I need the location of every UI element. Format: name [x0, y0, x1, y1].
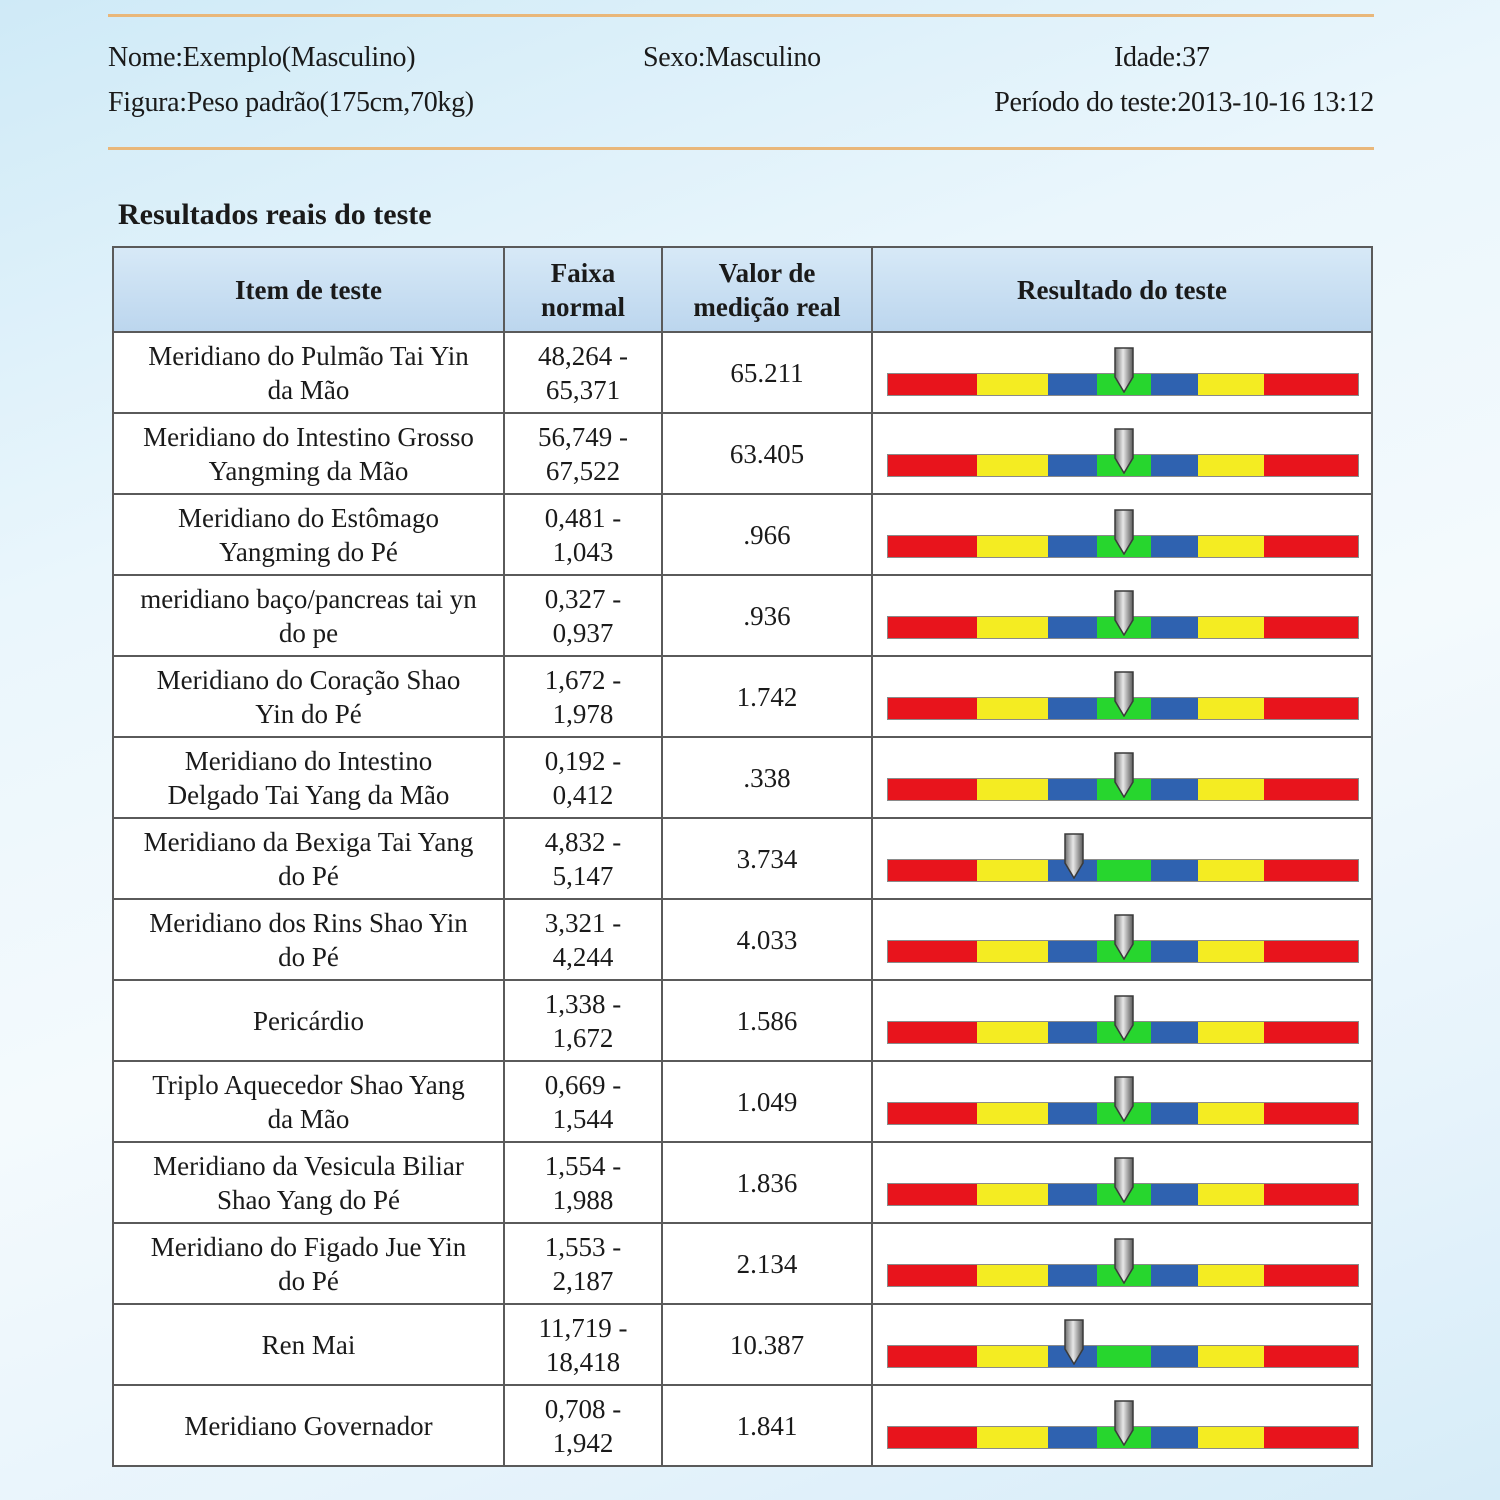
- item-line: Ren Mai: [261, 1329, 356, 1360]
- item-line: da Mão: [267, 374, 350, 405]
- item-line: Meridiano do Estômago: [178, 502, 439, 533]
- cell-result: [872, 656, 1372, 737]
- range-line: 0,327 -: [544, 583, 622, 614]
- cell-item: [113, 1142, 504, 1223]
- table-row: [113, 494, 1372, 575]
- range-line: 1,043: [552, 536, 614, 567]
- item-line: Meridiano dos Rins Shao Yin: [149, 907, 468, 938]
- table-row: [113, 1061, 1372, 1142]
- gauge-segment: [888, 455, 977, 476]
- patient-name: Nome:Exemplo(Masculino): [108, 42, 416, 73]
- header-range-line2: normal: [541, 291, 625, 322]
- gauge-segment: [1097, 860, 1151, 881]
- gauge-segment: [977, 698, 1048, 719]
- cell-value: .338: [662, 737, 872, 818]
- gauge-segment: [1151, 374, 1198, 395]
- table-row: [113, 818, 1372, 899]
- cell-range: [504, 656, 662, 737]
- table-row: [113, 1142, 1372, 1223]
- gauge-segment: [977, 536, 1048, 557]
- gauge-segment: [1198, 617, 1264, 638]
- gauge-segment: [1264, 860, 1358, 881]
- cell-range: [504, 1223, 662, 1304]
- gauge-segment: [977, 860, 1048, 881]
- gauge-segment: [1048, 455, 1097, 476]
- gauge-segment: [1264, 1022, 1358, 1043]
- pointer-icon: [1113, 1238, 1135, 1284]
- cell-value: 1.836: [662, 1142, 872, 1223]
- cell-result: [872, 1223, 1372, 1304]
- gauge-segment: [1264, 779, 1358, 800]
- cell-result: [872, 1304, 1372, 1385]
- gauge-segment: [977, 1265, 1048, 1286]
- cell-range: [504, 575, 662, 656]
- pointer-icon: [1113, 428, 1135, 474]
- table-row: [113, 1385, 1372, 1466]
- gauge-segment: [888, 1427, 977, 1448]
- range-line: 1,978: [552, 698, 614, 729]
- cell-result: [872, 899, 1372, 980]
- table-row: [113, 1304, 1372, 1385]
- gauge-segment: [977, 617, 1048, 638]
- item-line: Yangming da Mão: [208, 455, 409, 486]
- gauge-segment: [1097, 1346, 1151, 1367]
- cell-result: [872, 332, 1372, 413]
- cell-value: 10.387: [662, 1304, 872, 1385]
- cell-result: [872, 413, 1372, 494]
- gauge-segment: [1198, 1265, 1264, 1286]
- result-gauge: [887, 859, 1359, 882]
- range-line: 1,553 -: [544, 1231, 622, 1262]
- cell-range: [504, 494, 662, 575]
- cell-value: .936: [662, 575, 872, 656]
- gauge-segment: [1048, 1427, 1097, 1448]
- cell-result: [872, 818, 1372, 899]
- table-row: [113, 1223, 1372, 1304]
- gauge-segment: [1198, 455, 1264, 476]
- item-line: Meridiano Governador: [184, 1410, 433, 1441]
- gauge-segment: [1048, 698, 1097, 719]
- gauge-segment: [1198, 698, 1264, 719]
- gauge-segment: [1048, 1022, 1097, 1043]
- cell-item: [113, 494, 504, 575]
- gauge-segment: [1151, 698, 1198, 719]
- gauge-segment: [977, 1184, 1048, 1205]
- header-range-line1: Faixa: [550, 257, 616, 288]
- range-line: 0,192 -: [544, 745, 622, 776]
- range-line: 4,832 -: [544, 826, 622, 857]
- pointer-icon: [1063, 833, 1085, 879]
- item-line: do Pé: [278, 1265, 339, 1296]
- gauge-segment: [1048, 941, 1097, 962]
- cell-result: [872, 1385, 1372, 1466]
- cell-item: [113, 737, 504, 818]
- cell-range: [504, 1142, 662, 1223]
- results-table: [112, 246, 1373, 1467]
- gauge-segment: [888, 698, 977, 719]
- item-line: Meridiano do Pulmão Tai Yin: [148, 340, 469, 371]
- header-result: Resultado do teste: [872, 247, 1372, 332]
- pointer-icon: [1113, 509, 1135, 555]
- range-line: 11,719 -: [538, 1312, 628, 1343]
- gauge-segment: [1151, 1265, 1198, 1286]
- gauge-segment: [1264, 455, 1358, 476]
- gauge-segment: [977, 1022, 1048, 1043]
- range-line: 67,522: [545, 455, 621, 486]
- cell-range: [504, 818, 662, 899]
- range-line: 2,187: [552, 1265, 614, 1296]
- gauge-segment: [1048, 1103, 1097, 1124]
- item-line: da Mão: [267, 1103, 350, 1134]
- range-line: 1,988: [552, 1184, 614, 1215]
- cell-result: [872, 1061, 1372, 1142]
- cell-value: .966: [662, 494, 872, 575]
- cell-range: [504, 899, 662, 980]
- cell-value: 1.742: [662, 656, 872, 737]
- cell-value: 1.841: [662, 1385, 872, 1466]
- range-line: 65,371: [545, 374, 621, 405]
- cell-result: [872, 494, 1372, 575]
- pointer-icon: [1113, 1400, 1135, 1446]
- gauge-segment: [1151, 617, 1198, 638]
- cell-item: [113, 575, 504, 656]
- range-line: 0,708 -: [544, 1393, 622, 1424]
- test-period: Período do teste:2013-10-16 13:12: [994, 87, 1374, 118]
- header-value-line2: medição real: [693, 291, 841, 322]
- gauge-segment: [1198, 1427, 1264, 1448]
- item-line: meridiano baço/pancreas tai yn: [140, 583, 477, 614]
- gauge-segment: [977, 455, 1048, 476]
- gauge-segment: [888, 779, 977, 800]
- gauge-segment: [888, 1022, 977, 1043]
- item-line: Pericárdio: [253, 1005, 364, 1036]
- cell-result: [872, 575, 1372, 656]
- cell-value: 1.049: [662, 1061, 872, 1142]
- gauge-segment: [888, 1103, 977, 1124]
- gauge-segment: [977, 1427, 1048, 1448]
- cell-result: [872, 737, 1372, 818]
- cell-item: [113, 656, 504, 737]
- header-value: [662, 247, 872, 332]
- gauge-segment: [1264, 1103, 1358, 1124]
- gauge-segment: [888, 860, 977, 881]
- result-gauge: [887, 1345, 1359, 1368]
- item-line: Yin do Pé: [255, 698, 362, 729]
- pointer-icon: [1113, 347, 1135, 393]
- gauge-segment: [1151, 941, 1198, 962]
- gauge-segment: [1048, 374, 1097, 395]
- cell-value: 4.033: [662, 899, 872, 980]
- gauge-segment: [1264, 1184, 1358, 1205]
- header-value-line1: Valor de: [718, 257, 816, 288]
- gauge-segment: [1151, 1022, 1198, 1043]
- gauge-segment: [888, 536, 977, 557]
- gauge-segment: [888, 1265, 977, 1286]
- table-row: [113, 899, 1372, 980]
- gauge-segment: [1198, 779, 1264, 800]
- gauge-segment: [1048, 617, 1097, 638]
- pointer-icon: [1113, 1076, 1135, 1122]
- cell-range: [504, 1304, 662, 1385]
- cell-item: [113, 1385, 504, 1466]
- gauge-segment: [1198, 1022, 1264, 1043]
- item-line: Meridiano do Intestino Grosso: [143, 421, 474, 452]
- gauge-segment: [888, 1346, 977, 1367]
- range-line: 56,749 -: [538, 421, 628, 452]
- gauge-segment: [977, 1346, 1048, 1367]
- gauge-segment: [1264, 374, 1358, 395]
- pointer-icon: [1063, 1319, 1085, 1365]
- gauge-segment: [1151, 1346, 1198, 1367]
- gauge-segment: [977, 941, 1048, 962]
- gauge-segment: [1264, 1346, 1358, 1367]
- cell-result: [872, 980, 1372, 1061]
- cell-value: 2.134: [662, 1223, 872, 1304]
- gauge-segment: [1264, 1265, 1358, 1286]
- cell-result: [872, 1142, 1372, 1223]
- table-row: [113, 575, 1372, 656]
- pointer-icon: [1113, 752, 1135, 798]
- table-row: [113, 656, 1372, 737]
- range-line: 1,544: [552, 1103, 614, 1134]
- item-line: Triplo Aquecedor Shao Yang: [152, 1069, 465, 1100]
- gauge-segment: [888, 941, 977, 962]
- cell-range: [504, 980, 662, 1061]
- cell-item: [113, 413, 504, 494]
- range-line: 1,942: [552, 1427, 614, 1458]
- gauge-segment: [1264, 941, 1358, 962]
- item-line: Meridiano da Vesicula Biliar: [153, 1150, 464, 1181]
- gauge-segment: [1198, 941, 1264, 962]
- range-line: 0,412: [552, 779, 614, 810]
- gauge-segment: [1151, 536, 1198, 557]
- gauge-segment: [1151, 1427, 1198, 1448]
- cell-item: [113, 332, 504, 413]
- cell-range: [504, 413, 662, 494]
- range-line: 0,937: [552, 617, 614, 648]
- range-line: 0,481 -: [544, 502, 622, 533]
- range-line: 1,672 -: [544, 664, 622, 695]
- table-row: [113, 980, 1372, 1061]
- patient-figure: Figura:Peso padrão(175cm,70kg): [108, 87, 474, 118]
- item-line: do pe: [278, 617, 339, 648]
- range-line: 4,244: [552, 941, 614, 972]
- table-row: [113, 332, 1372, 413]
- patient-age: Idade:37: [1114, 42, 1210, 73]
- cell-value: 65.211: [662, 332, 872, 413]
- gauge-segment: [1264, 1427, 1358, 1448]
- pointer-icon: [1113, 1157, 1135, 1203]
- gauge-segment: [1151, 455, 1198, 476]
- gauge-segment: [977, 1103, 1048, 1124]
- gauge-segment: [1151, 1184, 1198, 1205]
- bottom-divider: [108, 147, 1374, 150]
- cell-value: 1.586: [662, 980, 872, 1061]
- pointer-icon: [1113, 590, 1135, 636]
- cell-value: 3.734: [662, 818, 872, 899]
- gauge-segment: [1151, 860, 1198, 881]
- cell-item: [113, 899, 504, 980]
- gauge-segment: [888, 374, 977, 395]
- pointer-icon: [1113, 995, 1135, 1041]
- pointer-icon: [1113, 914, 1135, 960]
- top-divider: [108, 14, 1374, 17]
- item-line: Delgado Tai Yang da Mão: [167, 779, 450, 810]
- item-line: Meridiano da Bexiga Tai Yang: [143, 826, 474, 857]
- cell-item: [113, 818, 504, 899]
- item-line: Meridiano do Intestino: [184, 745, 433, 776]
- gauge-segment: [1048, 779, 1097, 800]
- gauge-segment: [1198, 860, 1264, 881]
- cell-item: [113, 1304, 504, 1385]
- patient-sex: Sexo:Masculino: [643, 42, 821, 73]
- gauge-segment: [977, 374, 1048, 395]
- gauge-segment: [1264, 698, 1358, 719]
- cell-item: [113, 980, 504, 1061]
- item-line: Meridiano do Figado Jue Yin: [150, 1231, 467, 1262]
- item-line: Meridiano do Coração Shao: [156, 664, 461, 695]
- gauge-segment: [1198, 374, 1264, 395]
- range-line: 1,338 -: [544, 988, 622, 1019]
- section-title: Resultados reais do teste: [118, 198, 432, 231]
- range-line: 1,554 -: [544, 1150, 622, 1181]
- gauge-segment: [1151, 1103, 1198, 1124]
- cell-item: [113, 1223, 504, 1304]
- cell-range: [504, 737, 662, 818]
- gauge-segment: [1198, 1184, 1264, 1205]
- range-line: 1,672: [552, 1022, 614, 1053]
- header-range: [504, 247, 662, 332]
- cell-value: 63.405: [662, 413, 872, 494]
- item-line: do Pé: [278, 941, 339, 972]
- header-item: Item de teste: [113, 247, 504, 332]
- table-row: [113, 737, 1372, 818]
- pointer-icon: [1113, 671, 1135, 717]
- cell-range: [504, 1385, 662, 1466]
- gauge-segment: [977, 779, 1048, 800]
- gauge-segment: [1151, 779, 1198, 800]
- cell-item: [113, 1061, 504, 1142]
- gauge-segment: [888, 617, 977, 638]
- gauge-segment: [1264, 617, 1358, 638]
- range-line: 0,669 -: [544, 1069, 622, 1100]
- gauge-segment: [1264, 536, 1358, 557]
- cell-range: [504, 1061, 662, 1142]
- range-line: 3,321 -: [544, 907, 622, 938]
- gauge-segment: [1198, 536, 1264, 557]
- table-header-row: [113, 247, 1372, 332]
- range-line: 5,147: [552, 860, 614, 891]
- item-line: Yangming do Pé: [219, 536, 398, 567]
- gauge-segment: [1198, 1103, 1264, 1124]
- gauge-segment: [1048, 536, 1097, 557]
- gauge-segment: [888, 1184, 977, 1205]
- range-line: 48,264 -: [538, 340, 628, 371]
- gauge-segment: [1048, 1265, 1097, 1286]
- item-line: do Pé: [278, 860, 339, 891]
- cell-range: [504, 332, 662, 413]
- range-line: 18,418: [545, 1346, 621, 1377]
- gauge-segment: [1198, 1346, 1264, 1367]
- item-line: Shao Yang do Pé: [216, 1184, 401, 1215]
- table-row: [113, 413, 1372, 494]
- gauge-segment: [1048, 1184, 1097, 1205]
